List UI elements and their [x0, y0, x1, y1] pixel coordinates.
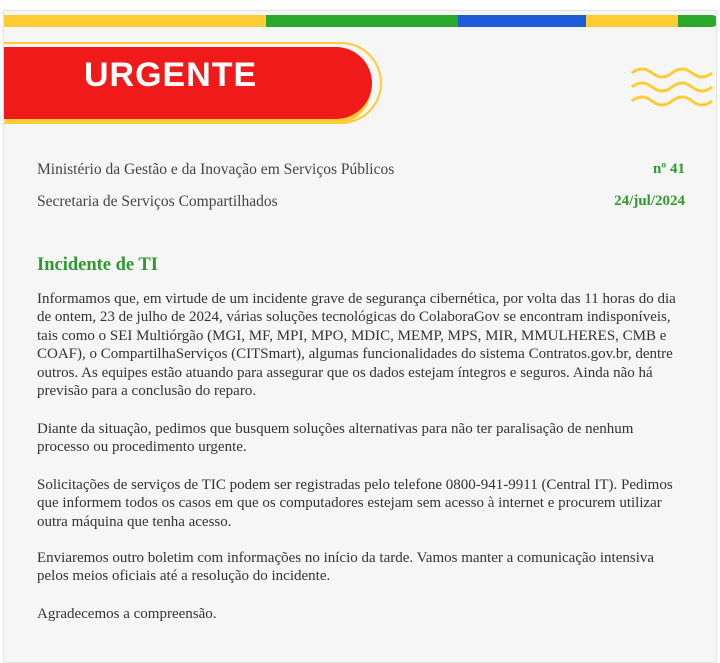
- wave-decoration-icon: [630, 63, 714, 111]
- ministry-name: Ministério da Gestão e da Inovação em Serviços Públicos: [37, 161, 395, 178]
- color-stripes: [4, 11, 717, 29]
- stripe-green-2: [678, 15, 717, 27]
- bulletin-title: Incidente de TI: [37, 255, 158, 275]
- stripe-yellow-2: [586, 15, 686, 27]
- header-row-secretariat: [37, 193, 685, 211]
- urgent-label: URGENTE: [84, 56, 258, 94]
- bulletin-number: nº 41: [652, 161, 685, 177]
- secretariat-name: Secretaria de Serviços Compartilhados: [37, 193, 278, 210]
- paragraph-next-bulletin: Enviaremos outro boletim com informações no início da tarde. Vamos manter a comunicação intensiva pelos meios oficiais até a resolução do incidente.: [37, 550, 655, 585]
- paragraph-alternatives: Diante da situação, pedimos que busquem soluções alternativas para não ter paralisação de nenhum processo ou procedimento urgente.: [37, 421, 634, 456]
- paragraph-thanks: Agradecemos a compreensão.: [37, 606, 217, 622]
- bulletin-card: [3, 10, 717, 663]
- paragraph-support: Solicitações de serviços de TIC podem ser registradas pelo telefone 0800-941-9911 (Central IT). Pedimos que informem todos os casos em que os computadores estejam sem acesso à internet e procurem utilizar outra máquina que tenha acesso.: [37, 477, 673, 530]
- paragraph-incident: Informamos que, em virtude de um incidente grave de segurança cibernética, por volta das 11 horas do dia de ontem, 23 de julho de 2024, várias soluções tecnológicas do ColaboraGov se encontram indisponíveis, tais como o SEI Multiórgão (MGI, MF, MPI, MPO, MDIC, MEMP, MPS, MIR, MMULHERES, CMB e COAF), o CompartilhaServiços (CITSmart), algumas funcionalidades do sistema Contratos.gov.br, dentre outros. As equipes estão atuando para assegurar que os dados estejam íntegros e seguros. Ainda não há previsão para a conclusão do reparo.: [37, 291, 676, 400]
- bulletin-date: 24/jul/2024: [614, 193, 685, 209]
- stripe-blue: [458, 15, 594, 27]
- stripe-yellow: [4, 15, 274, 27]
- stripe-green: [266, 15, 466, 27]
- header-row-ministry: [37, 161, 685, 179]
